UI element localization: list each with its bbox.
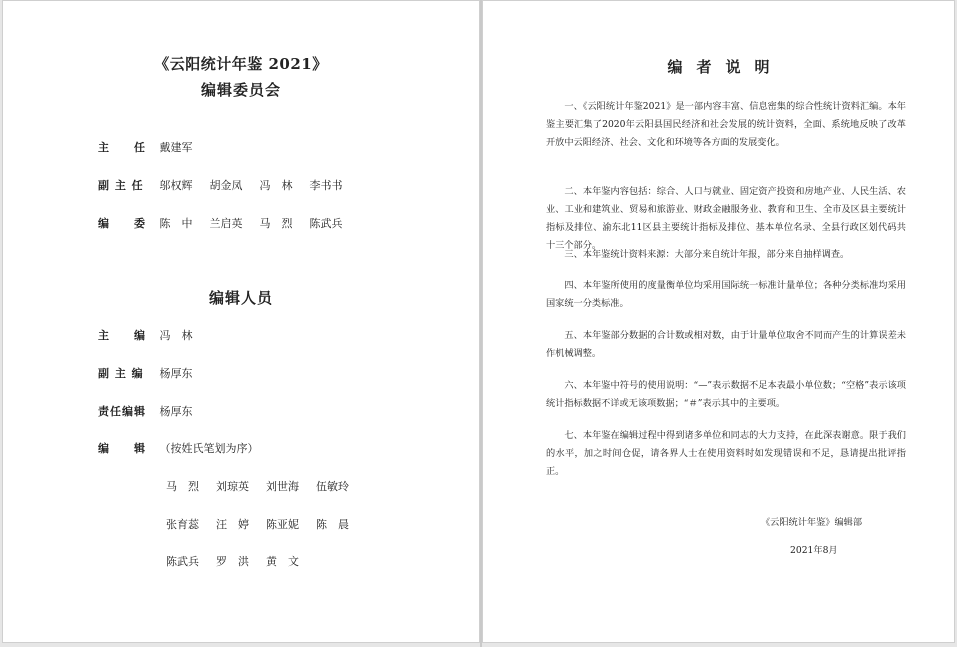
editor-name: 罗 洪 (216, 555, 249, 568)
committee-row-deputy (98, 177, 360, 193)
role-label: 编 委 (98, 217, 146, 230)
date: 2021年8月 (790, 545, 838, 556)
editor-name: 刘琼英 (216, 480, 249, 493)
committee-row-members (98, 215, 360, 231)
note-paragraph-3: 三、本年鉴统计资料来源：大部分来自统计年报，部分来自抽样调查。 (564, 249, 850, 260)
editor-name: 汪 婷 (216, 518, 249, 531)
note-paragraph-1: 一、《云阳统计年鉴2021》是一部内容丰富、信息密集的综合性统计资料汇编。本年鉴主要汇集了2020年云阳县国民经济和社会发展的统计资料，全面、系统地反映了改革开放中云阳经济、社会、文化和环境等各方面的发展变化。 (546, 101, 906, 148)
member-name: 马 烈 (259, 217, 293, 230)
staff-name: 杨厚东 (159, 367, 193, 380)
editor-name: 陈亚妮 (266, 518, 299, 531)
member-name: 陈 中 (159, 217, 193, 230)
member-name: 兰启英 (209, 217, 243, 230)
staff-name: 冯 林 (159, 329, 193, 342)
staff-row-chief-editor (98, 327, 210, 343)
committee-row-director (98, 139, 210, 155)
role-label: 副 主 编 (98, 367, 144, 380)
role-label: 主 任 (98, 141, 146, 154)
editor-name: 刘世海 (266, 480, 299, 493)
left-page (2, 0, 480, 643)
editor-name: 伍敏玲 (316, 480, 349, 493)
note-paragraph-6: 六、本年鉴中符号的使用说明：“—”表示数据不足本表最小单位数；“空格”表示该项统计指标数据不详或无该项数据；“＃”表示其中的主要项。 (546, 380, 906, 409)
staff-row-responsible-editor (98, 403, 210, 419)
role-label: 主 编 (98, 329, 146, 342)
member-name: 邬权辉 (159, 179, 193, 192)
editor-list-row (166, 516, 366, 532)
role-label: 副 主 任 (98, 179, 144, 192)
role-label: 编 辑 (98, 442, 146, 455)
editor-name: 张育蕊 (166, 518, 199, 531)
committee-heading: 编辑委员会 (200, 81, 281, 99)
member-name: 陈武兵 (309, 217, 343, 230)
note-paragraph-7: 七、本年鉴在编辑过程中得到诸多单位和同志的大力支持，在此深表谢意。限于我们的水平，加之时间仓促，请各界人士在使用资料时如发现错误和不足，恳请提出批评指正。 (546, 430, 906, 477)
editor-name: 黄 文 (266, 555, 299, 568)
member-name: 胡金凤 (209, 179, 243, 192)
signature: 《云阳统计年鉴》编辑部 (761, 517, 863, 528)
yearbook-title: 《云阳统计年鉴 2021》 (154, 55, 328, 73)
editor-list-row (166, 553, 316, 569)
member-name: 李书书 (309, 179, 343, 192)
member-name: 冯 林 (259, 179, 293, 192)
note-paragraph-4: 四、本年鉴所使用的度量衡单位均采用国际统一标准计量单位；各种分类标准均采用国家统一分类标准。 (546, 280, 906, 309)
staff-name: 杨厚东 (159, 405, 193, 418)
note-paragraph-2: 二、本年鉴内容包括：综合、人口与就业、固定资产投资和房地产业、人民生活、农业、工业和建筑业、贸易和旅游业、财政金融服务业、教育和卫生、全市及区县主要统计指标及排位、渝东北11区县主要统计指标及排位、基本单位名录、全县行政区划代码共十三个部分。 (546, 186, 906, 251)
editor-name: 陈武兵 (166, 555, 199, 568)
editor-name: 马 烈 (166, 480, 199, 493)
member-name: 戴建军 (159, 141, 193, 154)
ordering-note: （按姓氏笔划为序） (159, 442, 259, 455)
staff-row-editors (98, 440, 259, 456)
right-page (482, 0, 955, 643)
editor-list-row (166, 478, 366, 494)
staff-row-deputy-editor (98, 365, 210, 381)
editor-name: 陈 晨 (316, 518, 349, 531)
editor-notes-title: 编者说明 (667, 58, 784, 76)
staff-heading: 编辑人员 (208, 289, 273, 307)
role-label: 责任编辑 (98, 405, 146, 418)
note-paragraph-5: 五、本年鉴部分数据的合计数或相对数，由于计量单位取舍不同而产生的计算误差未作机械调整。 (546, 330, 906, 359)
